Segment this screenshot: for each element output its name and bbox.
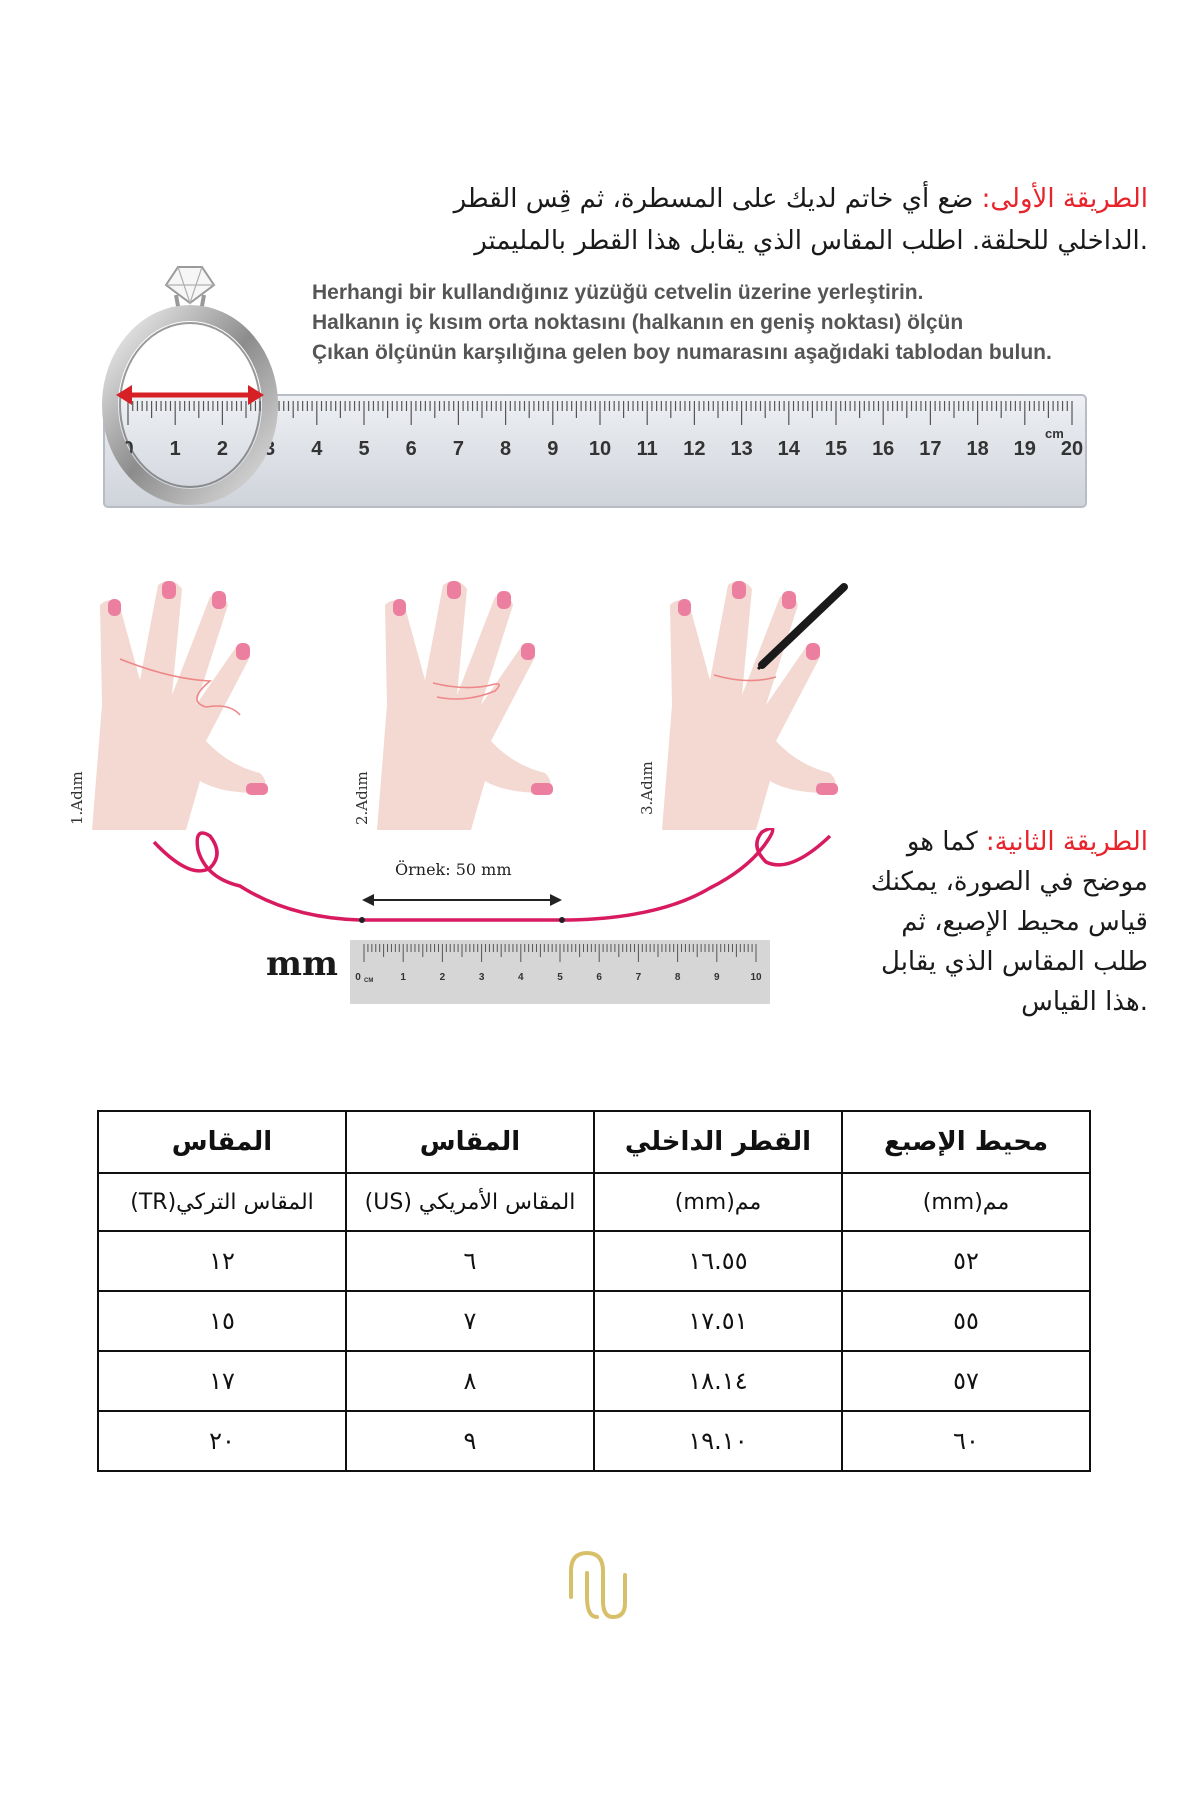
nail-3: [212, 591, 226, 609]
mm-ruler-unit: CM: [364, 978, 374, 984]
header-size-tr: المقاس: [98, 1111, 346, 1173]
hands-steps-illustration: [60, 555, 940, 835]
method-two-line-5: .هذا القياس: [1021, 987, 1148, 1017]
mm-ruler-number: 3: [478, 972, 485, 983]
ruler-number: 10: [588, 438, 612, 460]
instruction-line-1: Herhangi bir kullandığınız yüzüğü cetvelin üzerine yerleştirin.: [312, 281, 924, 304]
ruler-number: 4: [311, 438, 323, 460]
table-cell: ١٢: [98, 1231, 346, 1291]
instruction-line-2: Halkanın iç kısım orta noktasını (halkanın en geniş noktası) ölçün: [312, 311, 964, 334]
nail-4: [236, 643, 250, 660]
table-cell: ٥٧: [842, 1351, 1090, 1411]
method-two-text: [840, 822, 1148, 1022]
ruler-number: 15: [824, 438, 848, 460]
table-row: [98, 1351, 1090, 1411]
hand-step-3-icon: [638, 581, 844, 830]
mm-ruler-number: 0: [355, 972, 361, 983]
table-row: [98, 1411, 1090, 1471]
brand-logo: [563, 1545, 633, 1625]
method-one-line-2: .الداخلي للحلقة. اطلب المقاس الذي يقابل هذا القطر بالمليمتر: [474, 226, 1148, 256]
subheader-diameter-unit: مم(mm): [594, 1173, 842, 1231]
method-two-text-1: كما هو: [906, 827, 986, 857]
mm-ruler-number: 8: [674, 972, 681, 983]
ruler-number: 11: [636, 438, 658, 460]
ruler-number: 13: [730, 438, 753, 460]
table-cell: ٢٠: [98, 1411, 346, 1471]
subheader-circumference-unit: مم(mm): [842, 1173, 1090, 1231]
header-finger-circumference: محيط الإصبع: [842, 1111, 1090, 1173]
hand-step-2-icon: [353, 581, 553, 830]
mm-ruler-number: 10: [750, 972, 762, 983]
table-cell: ١٩.١٠: [594, 1411, 842, 1471]
ruler-number: 1: [169, 438, 181, 460]
method-one-label: الطريقة الأولى:: [981, 184, 1148, 214]
nail-1: [108, 599, 121, 616]
ruler-number: 5: [358, 438, 370, 460]
mm-label: mm: [266, 944, 338, 984]
hands-svg: [60, 555, 940, 835]
ruler-number: 14: [777, 438, 800, 460]
ruler-number: 16: [872, 438, 895, 460]
table-row: [98, 1231, 1090, 1291]
ruler-number: 6: [405, 438, 417, 460]
mm-ruler-svg: [350, 940, 770, 1004]
ruler-number: 17: [919, 438, 942, 460]
mm-ruler-number: 2: [439, 972, 446, 983]
table-cell: ١٧.٥١: [594, 1291, 842, 1351]
table-row: [98, 1291, 1090, 1351]
table-cell: ٩: [346, 1411, 594, 1471]
ring-instructions: [312, 281, 1052, 364]
ruler-number: 19: [1013, 438, 1036, 460]
mm-ruler-number: 4: [518, 972, 524, 983]
hand-step-1-icon: [68, 581, 268, 830]
header-size-us: المقاس: [346, 1111, 594, 1173]
ruler-unit: cm: [1045, 426, 1064, 441]
ruler-number: 20: [1060, 438, 1084, 460]
table-cell: ١٧: [98, 1351, 346, 1411]
mm-ruler: [350, 940, 770, 1004]
method-two-line-4: طلب المقاس الذي يقابل: [881, 947, 1148, 977]
mm-ruler-number: 9: [714, 972, 720, 983]
table-cell: ٥٢: [842, 1231, 1090, 1291]
method-two-line-3: قياس محيط الإصبع، ثم: [901, 907, 1148, 937]
table-cell: ٦٠: [842, 1411, 1090, 1471]
ruler-number: 3: [264, 438, 276, 460]
mm-ruler-number: 1: [400, 972, 406, 983]
table-cell: ٧: [346, 1291, 594, 1351]
ruler-number: 18: [966, 438, 989, 460]
table-cell: ٦: [346, 1231, 594, 1291]
ruler-number: 12: [683, 438, 706, 460]
subheader-tr: المقاس التركي(TR): [98, 1173, 346, 1231]
table-cell: ١٦.٥٥: [594, 1231, 842, 1291]
step-3-label: 3.Adım: [638, 761, 656, 815]
string-illustration: [150, 828, 850, 932]
header-inner-diameter: القطر الداخلي: [594, 1111, 842, 1173]
instruction-line-3: Çıkan ölçünün karşılığına gelen boy numarasını aşağıdaki tablodan bulun.: [312, 341, 1052, 364]
string-svg: [150, 828, 850, 932]
brand-logo-icon: [563, 1545, 633, 1625]
table-cell: ٥٥: [842, 1291, 1090, 1351]
method-one-text: [420, 178, 1148, 262]
step-2-label: 2.Adım: [353, 771, 371, 825]
ruler-number: 0: [122, 438, 134, 460]
nail-2: [162, 581, 176, 599]
step-1-label: 1.Adım: [68, 771, 86, 825]
mm-ruler-number: 5: [557, 972, 563, 983]
ruler-number: 7: [452, 438, 464, 460]
ruler-number: 2: [216, 438, 228, 460]
subheader-us: المقاس الأمريكي (US): [346, 1173, 594, 1231]
method-two-label: الطريقة الثانية:: [985, 827, 1148, 857]
ring-ruler-svg: [98, 255, 1098, 517]
example-label: Örnek: 50 mm: [395, 860, 512, 879]
table-cell: ١٥: [98, 1291, 346, 1351]
table-subheader-row: [98, 1173, 1090, 1231]
method-two-line-1: [840, 822, 1148, 862]
table-header-row: [98, 1111, 1090, 1173]
mm-ruler-number: 7: [635, 972, 642, 983]
nail-thumb: [246, 783, 268, 795]
ruler-number: 9: [547, 438, 559, 460]
method-one-text-1: ضع أي خاتم لديك على المسطرة، ثم قِس القطر: [453, 184, 982, 214]
ring-ruler-illustration: [98, 255, 1098, 517]
table-cell: ١٨.١٤: [594, 1351, 842, 1411]
mm-ruler-number: 6: [596, 972, 602, 983]
method-two-line-2: موضح في الصورة، يمكنك: [870, 867, 1148, 897]
table-cell: ٨: [346, 1351, 594, 1411]
ruler-number: 8: [500, 438, 512, 460]
ring-size-table: [97, 1110, 1091, 1472]
method-one-line-1: [420, 178, 1148, 220]
